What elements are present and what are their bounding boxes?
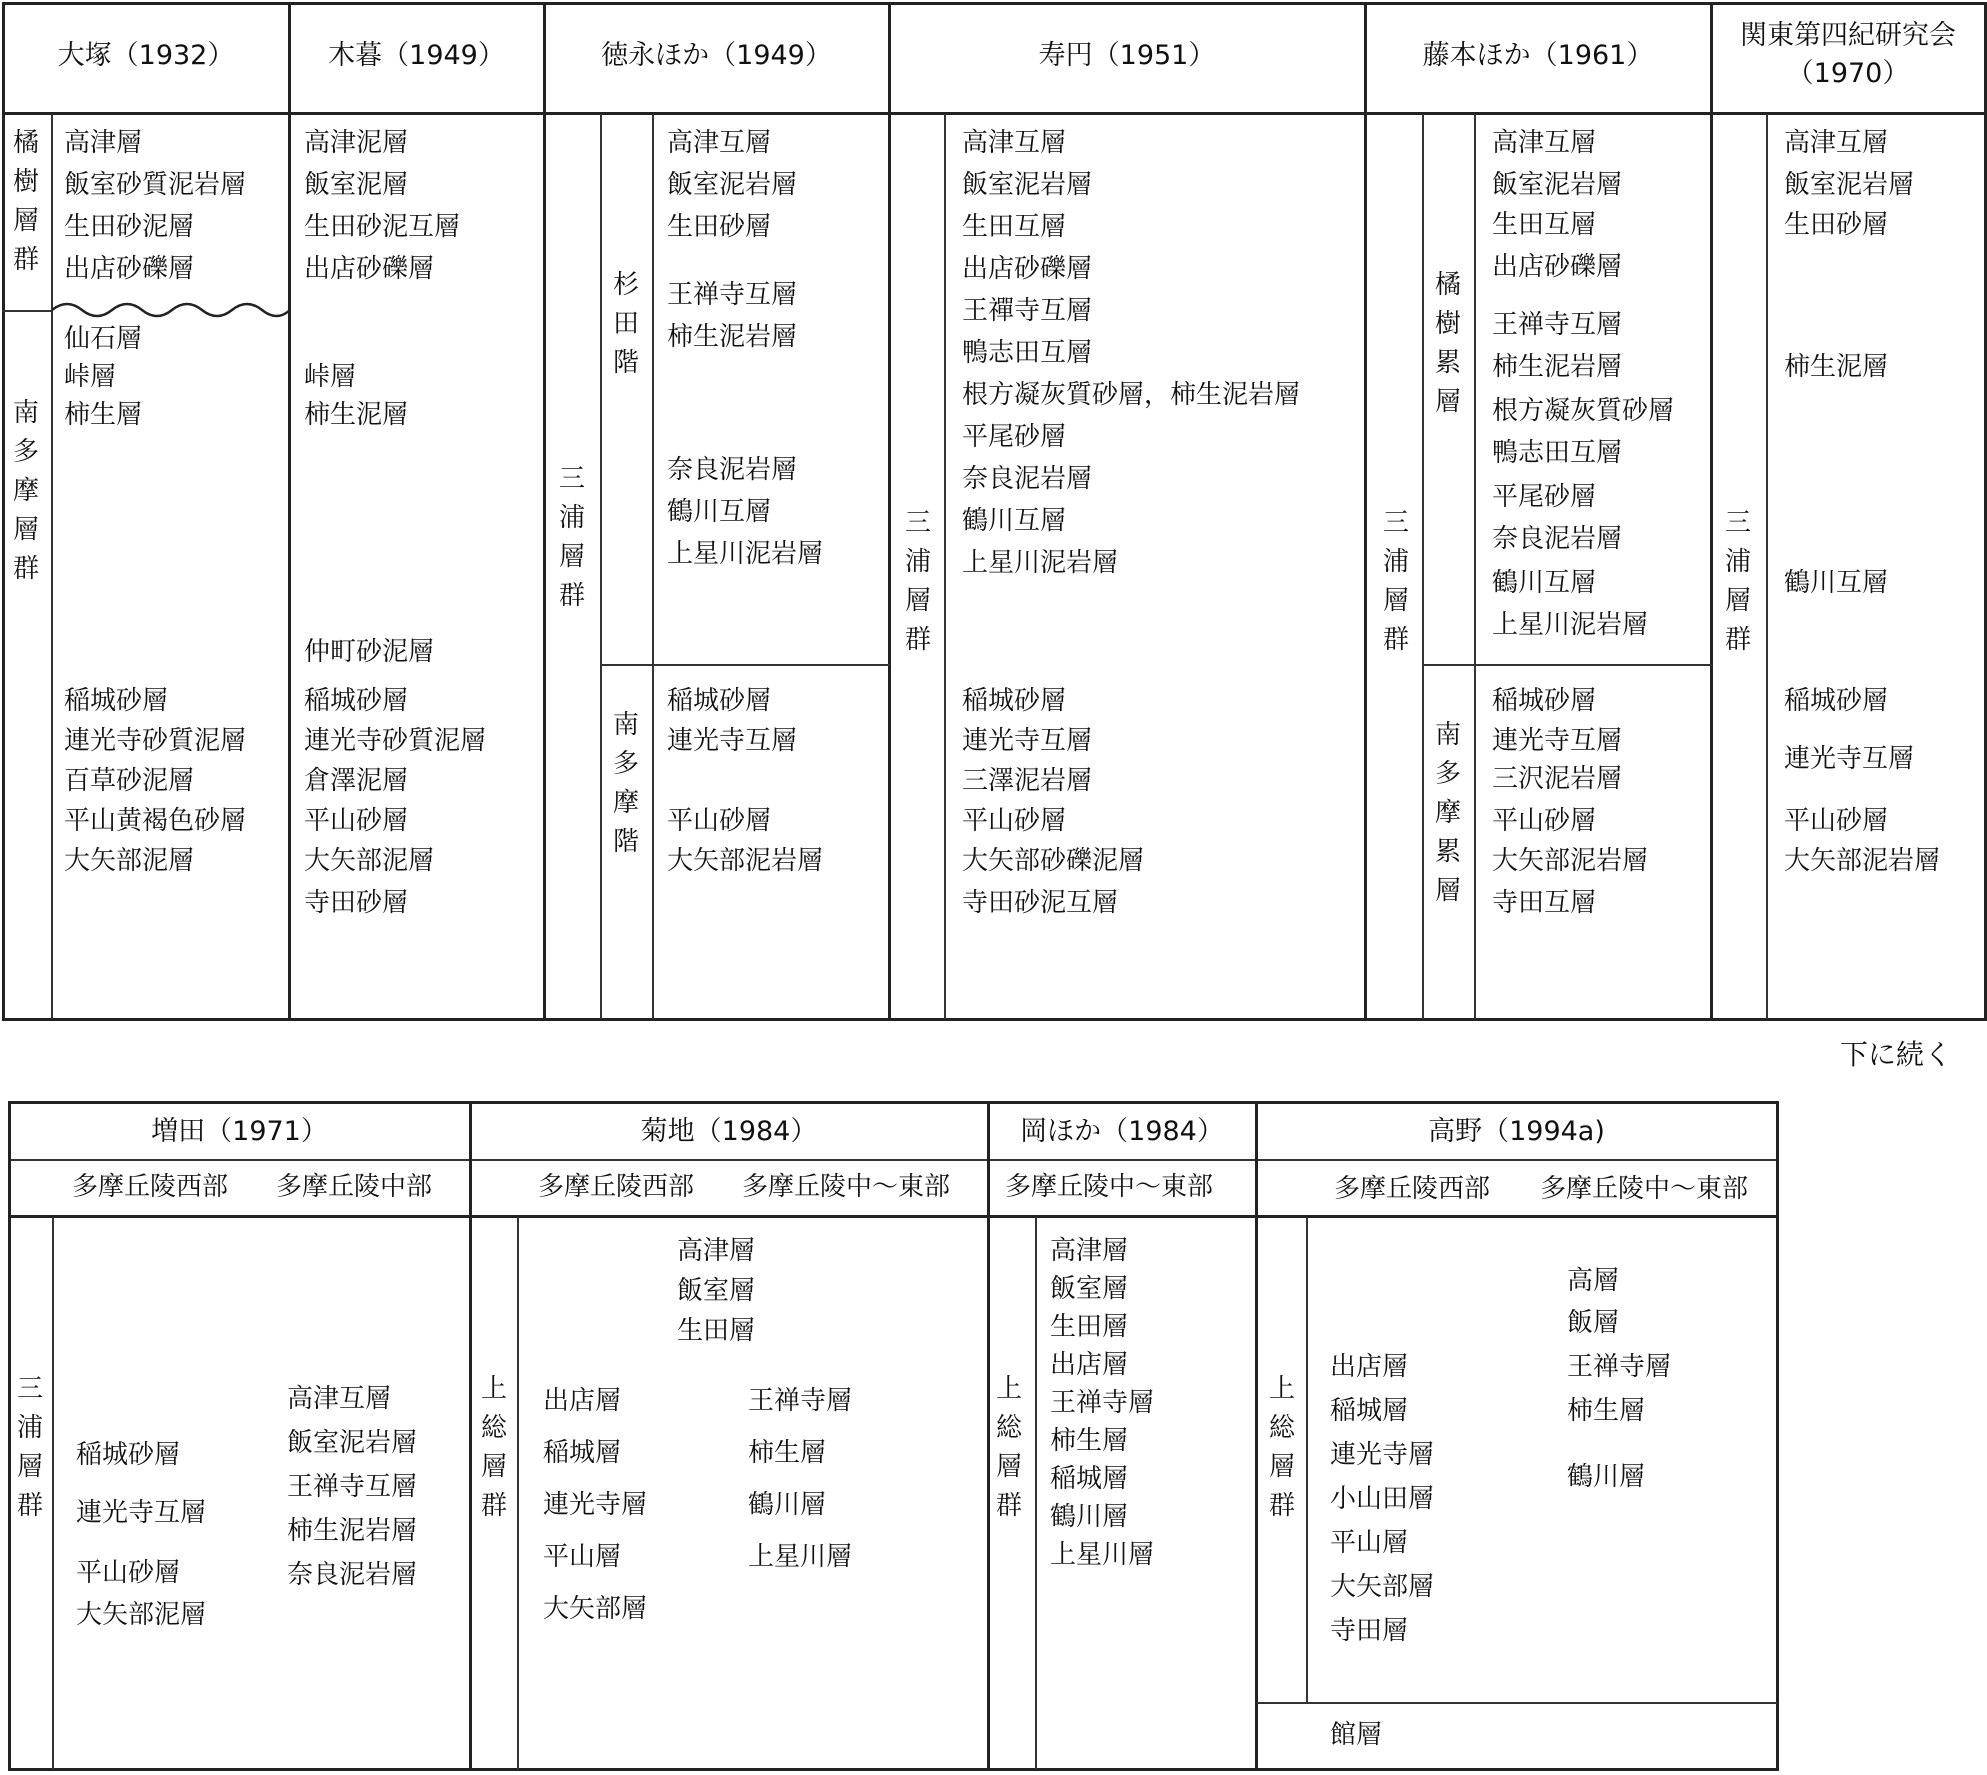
formation: 飯室泥岩層	[667, 170, 798, 200]
formation: 大矢部層	[543, 1594, 648, 1624]
formation: 奈良泥岩層	[1492, 524, 1623, 554]
subheader: 多摩丘陵西部	[72, 1172, 229, 1202]
formation: 連光寺互層	[667, 726, 798, 756]
group-label: 三浦層群	[16, 1374, 43, 1521]
formation: 出店砂礫層	[304, 254, 435, 284]
formation: 生田砂層	[1784, 210, 1889, 240]
formation: 根方凝灰質砂層，柿生泥岩層	[962, 380, 1301, 410]
header-kanto: 関東第四紀研究会	[1740, 20, 1956, 51]
formation: 稲城砂層	[1492, 686, 1597, 716]
formation: 三澤泥岩層	[962, 766, 1093, 796]
formation: 平山黄褐色砂層	[64, 806, 247, 836]
formation: 出店層	[543, 1386, 622, 1416]
formation: 高津層	[677, 1236, 756, 1266]
subheader: 多摩丘陵中～東部	[1005, 1172, 1214, 1202]
group-label: 南多摩層群	[12, 398, 39, 584]
inner-divider	[944, 114, 946, 1019]
formation: 稲城砂層	[76, 1440, 181, 1470]
col-divider	[543, 2, 546, 1021]
group-label: 三浦層群	[1724, 508, 1751, 655]
formation: 連光寺砂質泥層	[64, 726, 247, 756]
inner-divider	[1035, 1217, 1037, 1769]
header-fujimoto: 藤本ほか（1961）	[1422, 40, 1654, 71]
header-tokunaga: 徳永ほか（1949）	[601, 40, 832, 71]
formation: 飯室泥岩層	[1784, 170, 1915, 200]
formation: 鴨志田互層	[962, 338, 1093, 368]
formation: 峠層	[64, 362, 117, 392]
stage-label: 南多摩階	[612, 710, 639, 857]
col-divider	[288, 2, 291, 1021]
formation: 大矢部砂礫泥層	[962, 846, 1145, 876]
inner-divider	[1257, 1702, 1777, 1704]
formation: 王禪寺互層	[962, 296, 1093, 326]
formation: 平尾砂層	[962, 422, 1067, 452]
formation: 稲城砂層	[962, 686, 1067, 716]
bottom-table-border-left	[8, 1101, 11, 1771]
formation: 王禅寺互層	[1492, 310, 1623, 340]
inner-divider	[1306, 1217, 1308, 1703]
top-table-header-divider	[2, 112, 1987, 115]
formation: 柿生泥層	[1784, 352, 1889, 382]
group-label: 上総層群	[1268, 1374, 1295, 1521]
formation: 鶴川互層	[962, 506, 1067, 536]
formation: 上星川層	[1050, 1540, 1155, 1570]
formation: 寺田層	[1330, 1616, 1409, 1646]
continue-note: 下に続く	[1840, 1038, 1953, 1071]
subheader: 多摩丘陵中部	[276, 1172, 433, 1202]
bottom-table-subheader-divider	[8, 1215, 1779, 1218]
formation: 柿生層	[64, 400, 143, 430]
group-label: 橘樹層群	[12, 128, 39, 275]
bottom-table-border-right	[1776, 1101, 1779, 1771]
formation: 大矢部泥層	[64, 846, 195, 876]
formation: 柿生層	[1567, 1396, 1646, 1426]
formation: 出店層	[1330, 1352, 1409, 1382]
col-divider	[1364, 2, 1367, 1021]
formation: 高津互層	[287, 1384, 392, 1414]
formation: 峠層	[304, 362, 357, 392]
formation: 上星川層	[748, 1542, 853, 1572]
inner-divider	[51, 114, 53, 1019]
formation: 飯室泥層	[304, 170, 409, 200]
formation: 稲城層	[1050, 1464, 1129, 1494]
formation: 連光寺層	[1330, 1440, 1435, 1470]
formation: 倉澤泥層	[304, 766, 409, 796]
formation: 平山砂層	[1784, 806, 1889, 836]
subgroup-label: 橘樹累層	[1434, 270, 1461, 417]
formation: 飯室泥岩層	[287, 1428, 418, 1458]
subheader: 多摩丘陵西部	[1334, 1174, 1491, 1204]
bottom-table-header-divider	[8, 1159, 1779, 1161]
formation: 出店層	[1050, 1350, 1129, 1380]
formation: 平山砂層	[76, 1558, 181, 1588]
formation: 高津層	[64, 128, 143, 158]
unconformity-wave	[52, 296, 290, 326]
subgroup-label: 南多摩累層	[1434, 720, 1461, 906]
formation: 生田層	[1050, 1312, 1129, 1342]
col-divider	[888, 2, 891, 1021]
formation: 柿生泥層	[304, 400, 409, 430]
top-table-border-top	[2, 2, 1987, 5]
inner-divider	[1423, 664, 1712, 666]
group-label: 上総層群	[995, 1374, 1022, 1521]
formation: 鶴川層	[1050, 1502, 1129, 1532]
formation: 稲城砂層	[304, 686, 409, 716]
formation: 王禅寺互層	[667, 280, 798, 310]
formation: 大矢部泥層	[304, 846, 435, 876]
formation: 奈良泥岩層	[287, 1560, 418, 1590]
subheader: 多摩丘陵中～東部	[1540, 1174, 1749, 1204]
formation: 飯室泥岩層	[962, 170, 1093, 200]
header-takano: 高野（1994a)	[1428, 1116, 1605, 1147]
formation: 館層	[1330, 1720, 1383, 1750]
formation: 平山砂層	[962, 806, 1067, 836]
formation: 平山層	[1330, 1528, 1409, 1558]
formation: 鶴川互層	[1784, 568, 1889, 598]
group-label: 三浦層群	[904, 508, 931, 655]
formation: 奈良泥岩層	[667, 455, 798, 485]
top-table-border-bottom	[2, 1018, 1987, 1021]
formation: 高津互層	[962, 128, 1067, 158]
formation: 寺田砂層	[304, 888, 409, 918]
header-kanto-year: （1970）	[1786, 58, 1910, 89]
formation: 生田互層	[962, 212, 1067, 242]
formation: 出店砂礫層	[962, 254, 1093, 284]
formation: 高津互層	[667, 128, 772, 158]
formation: 寺田砂泥互層	[962, 888, 1119, 918]
bottom-table-border-top	[8, 1101, 1779, 1104]
formation: 仲町砂泥層	[304, 637, 435, 667]
formation: 稲城層	[1330, 1396, 1409, 1426]
formation: 鶴川層	[1567, 1462, 1646, 1492]
formation: 飯室層	[1050, 1274, 1129, 1304]
formation: 小山田層	[1330, 1484, 1435, 1514]
formation: 仙石層	[64, 324, 143, 354]
group-label: 上総層群	[480, 1374, 507, 1521]
group-label: 三浦層群	[1382, 508, 1409, 655]
formation: 上星川泥岩層	[667, 539, 824, 569]
formation: 百草砂泥層	[64, 766, 195, 796]
formation: 柿生層	[1050, 1426, 1129, 1456]
formation: 生田砂泥層	[64, 212, 195, 242]
formation: 王禅寺層	[1050, 1388, 1155, 1418]
header-otsuka: 大塚（1932）	[57, 40, 235, 71]
header-masuda: 増田（1971）	[151, 1116, 328, 1147]
formation: 大矢部層	[1330, 1572, 1435, 1602]
inner-divider	[52, 1217, 54, 1769]
col-divider	[1255, 1101, 1258, 1771]
bottom-table-border-bottom	[8, 1768, 1779, 1771]
formation: 大矢部泥層	[76, 1600, 207, 1630]
formation: 生田砂層	[667, 212, 772, 242]
header-juen: 寿円（1951）	[1038, 40, 1216, 71]
formation: 連光寺互層	[76, 1498, 207, 1528]
formation: 鶴川互層	[667, 497, 772, 527]
inner-divider	[517, 1217, 519, 1769]
formation: 稲城砂層	[1784, 686, 1889, 716]
formation: 柿生泥岩層	[1492, 352, 1623, 382]
formation: 高津互層	[1492, 128, 1597, 158]
formation: 王禅寺層	[748, 1386, 853, 1416]
inner-divider	[652, 114, 654, 1019]
formation: 生田砂泥互層	[304, 212, 461, 242]
formation: 高津泥層	[304, 128, 409, 158]
formation: 連光寺互層	[1784, 744, 1915, 774]
formation: 上星川泥岩層	[1492, 610, 1649, 640]
formation: 平山層	[543, 1542, 622, 1572]
formation: 柿生泥岩層	[667, 322, 798, 352]
inner-divider	[1766, 114, 1768, 1019]
formation: 平山砂層	[304, 806, 409, 836]
formation: 稲城層	[543, 1438, 622, 1468]
formation: 連光寺互層	[1492, 726, 1623, 756]
inner-divider	[600, 114, 602, 1019]
stage-label: 杉田階	[612, 270, 639, 378]
formation: 上星川泥岩層	[962, 548, 1119, 578]
subheader: 多摩丘陵西部	[538, 1172, 695, 1202]
formation: 根方凝灰質砂層	[1492, 396, 1675, 426]
formation: 稲城砂層	[667, 686, 772, 716]
subheader: 多摩丘陵中～東部	[742, 1172, 951, 1202]
formation: 飯室層	[677, 1276, 756, 1306]
formation: 連光寺砂質泥層	[304, 726, 487, 756]
formation: 三沢泥岩層	[1492, 764, 1623, 794]
inner-divider	[1422, 114, 1424, 1019]
col-divider	[987, 1101, 990, 1771]
formation: 出店砂礫層	[1492, 252, 1623, 282]
formation: 鶴川層	[748, 1490, 827, 1520]
header-kikuchi: 菊地（1984）	[640, 1116, 818, 1147]
col-divider	[1710, 2, 1713, 1021]
formation: 平尾砂層	[1492, 482, 1597, 512]
formation: 高津互層	[1784, 128, 1889, 158]
formation: 高津層	[1050, 1236, 1129, 1266]
formation: 柿生層	[748, 1438, 827, 1468]
formation: 王禅寺層	[1567, 1352, 1672, 1382]
formation: 飯層	[1567, 1308, 1620, 1338]
formation: 連光寺層	[543, 1490, 648, 1520]
col-divider	[469, 1101, 472, 1771]
formation: 生田層	[677, 1316, 756, 1346]
formation: 柿生泥岩層	[287, 1516, 418, 1546]
formation: 生田互層	[1492, 210, 1597, 240]
formation: 平山砂層	[1492, 806, 1597, 836]
formation: 連光寺互層	[962, 726, 1093, 756]
header-oka: 岡ほか（1984）	[1020, 1116, 1224, 1147]
formation: 王禅寺互層	[287, 1472, 418, 1502]
formation: 飯室砂質泥岩層	[64, 170, 247, 200]
inner-divider	[2, 310, 52, 312]
header-kogure: 木暮（1949）	[328, 40, 505, 71]
formation: 鶴川互層	[1492, 568, 1597, 598]
formation: 飯室泥岩層	[1492, 170, 1623, 200]
formation: 稲城砂層	[64, 686, 169, 716]
formation: 大矢部泥岩層	[1784, 846, 1941, 876]
formation: 大矢部泥岩層	[667, 846, 824, 876]
formation: 平山砂層	[667, 806, 772, 836]
formation: 奈良泥岩層	[962, 464, 1093, 494]
formation: 鴨志田互層	[1492, 438, 1623, 468]
top-table-border-left	[2, 2, 5, 1021]
inner-divider	[601, 664, 890, 666]
formation: 出店砂礫層	[64, 254, 195, 284]
group-label: 三浦層群	[558, 464, 585, 611]
formation: 大矢部泥岩層	[1492, 846, 1649, 876]
inner-divider	[1474, 114, 1476, 1019]
formation: 高層	[1567, 1266, 1620, 1296]
formation: 寺田互層	[1492, 888, 1597, 918]
